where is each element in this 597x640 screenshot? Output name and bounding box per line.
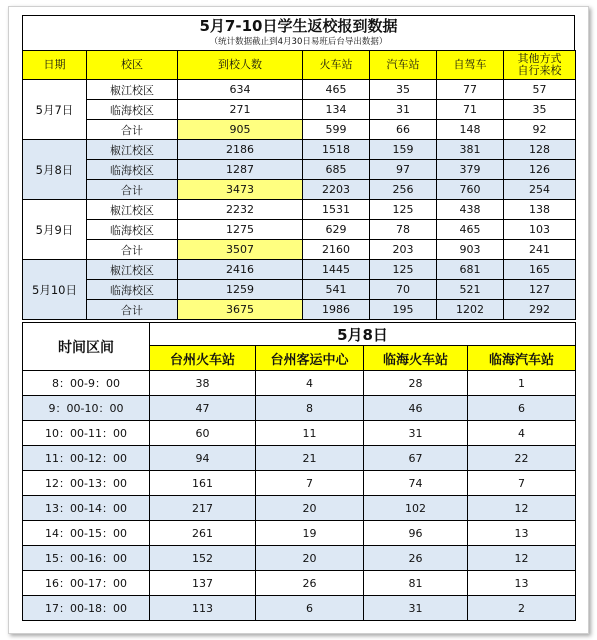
value-cell: 681 xyxy=(437,260,504,280)
value-cell: 97 xyxy=(370,160,437,180)
report-subtitle: （统计数据截止到4月30日易班后台导出数据） xyxy=(22,36,575,50)
value-cell: 521 xyxy=(437,280,504,300)
report-row xyxy=(23,300,576,320)
campus-cell: 临海校区 xyxy=(87,220,178,240)
header-train: 火车站 xyxy=(303,51,370,80)
count-cell: 26 xyxy=(256,571,364,596)
value-cell: 1287 xyxy=(178,160,303,180)
report-row xyxy=(23,240,576,260)
report-row xyxy=(23,160,576,180)
value-cell: 148 xyxy=(437,120,504,140)
time-range-cell: 12：00-13：00 xyxy=(23,471,150,496)
value-cell: 685 xyxy=(303,160,370,180)
value-cell: 71 xyxy=(437,100,504,120)
value-cell: 77 xyxy=(437,80,504,100)
count-cell: 20 xyxy=(256,496,364,521)
count-cell: 7 xyxy=(256,471,364,496)
campus-cell: 临海校区 xyxy=(87,160,178,180)
header-self-drive: 自驾车 xyxy=(437,51,504,80)
time-range-cell: 14：00-15：00 xyxy=(23,521,150,546)
count-cell: 6 xyxy=(468,396,576,421)
report-grid xyxy=(22,50,576,320)
hourly-row xyxy=(23,371,576,396)
report-row xyxy=(23,140,576,160)
date-cell: 5月8日 xyxy=(23,140,87,200)
count-cell: 46 xyxy=(364,396,468,421)
value-cell: 465 xyxy=(303,80,370,100)
header-date: 日期 xyxy=(23,51,87,80)
value-cell: 138 xyxy=(504,200,576,220)
date-cell: 5月7日 xyxy=(23,80,87,140)
value-cell: 134 xyxy=(303,100,370,120)
count-cell: 7 xyxy=(468,471,576,496)
header-other xyxy=(504,51,576,80)
value-cell: 165 xyxy=(504,260,576,280)
value-cell: 379 xyxy=(437,160,504,180)
count-cell: 11 xyxy=(256,421,364,446)
value-cell: 760 xyxy=(437,180,504,200)
hourly-row xyxy=(23,596,576,621)
count-cell: 4 xyxy=(468,421,576,446)
report-row xyxy=(23,200,576,220)
count-cell: 81 xyxy=(364,571,468,596)
count-cell: 161 xyxy=(150,471,256,496)
return-report-table xyxy=(22,15,575,320)
value-cell: 1445 xyxy=(303,260,370,280)
campus-cell: 椒江校区 xyxy=(87,260,178,280)
header-station: 台州火车站 xyxy=(150,346,256,371)
count-cell: 4 xyxy=(256,371,364,396)
count-cell: 47 xyxy=(150,396,256,421)
value-cell: 1986 xyxy=(303,300,370,320)
time-range-cell: 8：00-9：00 xyxy=(23,371,150,396)
time-range-cell: 11：00-12：00 xyxy=(23,446,150,471)
value-cell: 541 xyxy=(303,280,370,300)
value-cell: 3507 xyxy=(178,240,303,260)
hourly-row xyxy=(23,571,576,596)
count-cell: 67 xyxy=(364,446,468,471)
count-cell: 31 xyxy=(364,596,468,621)
hourly-row xyxy=(23,471,576,496)
value-cell: 381 xyxy=(437,140,504,160)
date-cell: 5月10日 xyxy=(23,260,87,320)
report-row xyxy=(23,180,576,200)
report-row xyxy=(23,280,576,300)
value-cell: 195 xyxy=(370,300,437,320)
value-cell: 31 xyxy=(370,100,437,120)
report-row xyxy=(23,260,576,280)
hourly-grid xyxy=(22,322,576,621)
header-station: 临海汽车站 xyxy=(468,346,576,371)
value-cell: 203 xyxy=(370,240,437,260)
report-row xyxy=(23,80,576,100)
header-time-range: 时间区间 xyxy=(23,323,150,371)
hourly-row xyxy=(23,496,576,521)
campus-cell: 合计 xyxy=(87,120,178,140)
value-cell: 66 xyxy=(370,120,437,140)
count-cell: 74 xyxy=(364,471,468,496)
count-cell: 38 xyxy=(150,371,256,396)
count-cell: 217 xyxy=(150,496,256,521)
count-cell: 94 xyxy=(150,446,256,471)
value-cell: 292 xyxy=(504,300,576,320)
count-cell: 1 xyxy=(468,371,576,396)
count-cell: 13 xyxy=(468,571,576,596)
value-cell: 256 xyxy=(370,180,437,200)
value-cell: 126 xyxy=(504,160,576,180)
count-cell: 96 xyxy=(364,521,468,546)
value-cell: 599 xyxy=(303,120,370,140)
count-cell: 13 xyxy=(468,521,576,546)
hourly-row xyxy=(23,446,576,471)
time-range-cell: 16：00-17：00 xyxy=(23,571,150,596)
value-cell: 465 xyxy=(437,220,504,240)
report-header-row xyxy=(23,51,576,80)
count-cell: 21 xyxy=(256,446,364,471)
value-cell: 3473 xyxy=(178,180,303,200)
count-cell: 20 xyxy=(256,546,364,571)
campus-cell: 椒江校区 xyxy=(87,140,178,160)
campus-cell: 椒江校区 xyxy=(87,80,178,100)
value-cell: 2232 xyxy=(178,200,303,220)
count-cell: 28 xyxy=(364,371,468,396)
value-cell: 241 xyxy=(504,240,576,260)
hourly-row xyxy=(23,396,576,421)
count-cell: 19 xyxy=(256,521,364,546)
value-cell: 903 xyxy=(437,240,504,260)
report-row xyxy=(23,100,576,120)
value-cell: 438 xyxy=(437,200,504,220)
campus-cell: 合计 xyxy=(87,180,178,200)
value-cell: 254 xyxy=(504,180,576,200)
report-row xyxy=(23,220,576,240)
value-cell: 2160 xyxy=(303,240,370,260)
count-cell: 137 xyxy=(150,571,256,596)
value-cell: 35 xyxy=(504,100,576,120)
value-cell: 1518 xyxy=(303,140,370,160)
value-cell: 127 xyxy=(504,280,576,300)
value-cell: 3675 xyxy=(178,300,303,320)
count-cell: 26 xyxy=(364,546,468,571)
value-cell: 159 xyxy=(370,140,437,160)
value-cell: 128 xyxy=(504,140,576,160)
value-cell: 78 xyxy=(370,220,437,240)
count-cell: 8 xyxy=(256,396,364,421)
hourly-row xyxy=(23,521,576,546)
value-cell: 125 xyxy=(370,260,437,280)
header-day: 5月8日 xyxy=(150,323,576,346)
value-cell: 2203 xyxy=(303,180,370,200)
header-arrivals: 到校人数 xyxy=(178,51,303,80)
value-cell: 1202 xyxy=(437,300,504,320)
value-cell: 634 xyxy=(178,80,303,100)
time-range-cell: 13：00-14：00 xyxy=(23,496,150,521)
value-cell: 2416 xyxy=(178,260,303,280)
value-cell: 103 xyxy=(504,220,576,240)
header-station: 临海火车站 xyxy=(364,346,468,371)
count-cell: 6 xyxy=(256,596,364,621)
report-title: 5月7-10日学生返校报到数据 xyxy=(22,15,575,36)
campus-cell: 临海校区 xyxy=(87,100,178,120)
header-campus: 校区 xyxy=(87,51,178,80)
value-cell: 905 xyxy=(178,120,303,140)
value-cell: 271 xyxy=(178,100,303,120)
value-cell: 35 xyxy=(370,80,437,100)
hourly-row xyxy=(23,546,576,571)
header-station: 台州客运中心 xyxy=(256,346,364,371)
time-range-cell: 9：00-10：00 xyxy=(23,396,150,421)
value-cell: 70 xyxy=(370,280,437,300)
value-cell: 1275 xyxy=(178,220,303,240)
header-other-text: 其他方式 自行来校 xyxy=(517,52,562,77)
time-range-cell: 17：00-18：00 xyxy=(23,596,150,621)
report-row xyxy=(23,120,576,140)
time-range-cell: 10：00-11：00 xyxy=(23,421,150,446)
value-cell: 1259 xyxy=(178,280,303,300)
value-cell: 1531 xyxy=(303,200,370,220)
campus-cell: 临海校区 xyxy=(87,280,178,300)
date-cell: 5月9日 xyxy=(23,200,87,260)
value-cell: 92 xyxy=(504,120,576,140)
value-cell: 2186 xyxy=(178,140,303,160)
count-cell: 22 xyxy=(468,446,576,471)
count-cell: 102 xyxy=(364,496,468,521)
value-cell: 629 xyxy=(303,220,370,240)
count-cell: 2 xyxy=(468,596,576,621)
campus-cell: 合计 xyxy=(87,240,178,260)
hourly-station-table xyxy=(22,322,575,621)
count-cell: 261 xyxy=(150,521,256,546)
count-cell: 31 xyxy=(364,421,468,446)
count-cell: 12 xyxy=(468,546,576,571)
value-cell: 57 xyxy=(504,80,576,100)
count-cell: 152 xyxy=(150,546,256,571)
time-range-cell: 15：00-16：00 xyxy=(23,546,150,571)
count-cell: 113 xyxy=(150,596,256,621)
value-cell: 125 xyxy=(370,200,437,220)
count-cell: 12 xyxy=(468,496,576,521)
campus-cell: 椒江校区 xyxy=(87,200,178,220)
header-bus: 汽车站 xyxy=(370,51,437,80)
hourly-row xyxy=(23,421,576,446)
campus-cell: 合计 xyxy=(87,300,178,320)
count-cell: 60 xyxy=(150,421,256,446)
